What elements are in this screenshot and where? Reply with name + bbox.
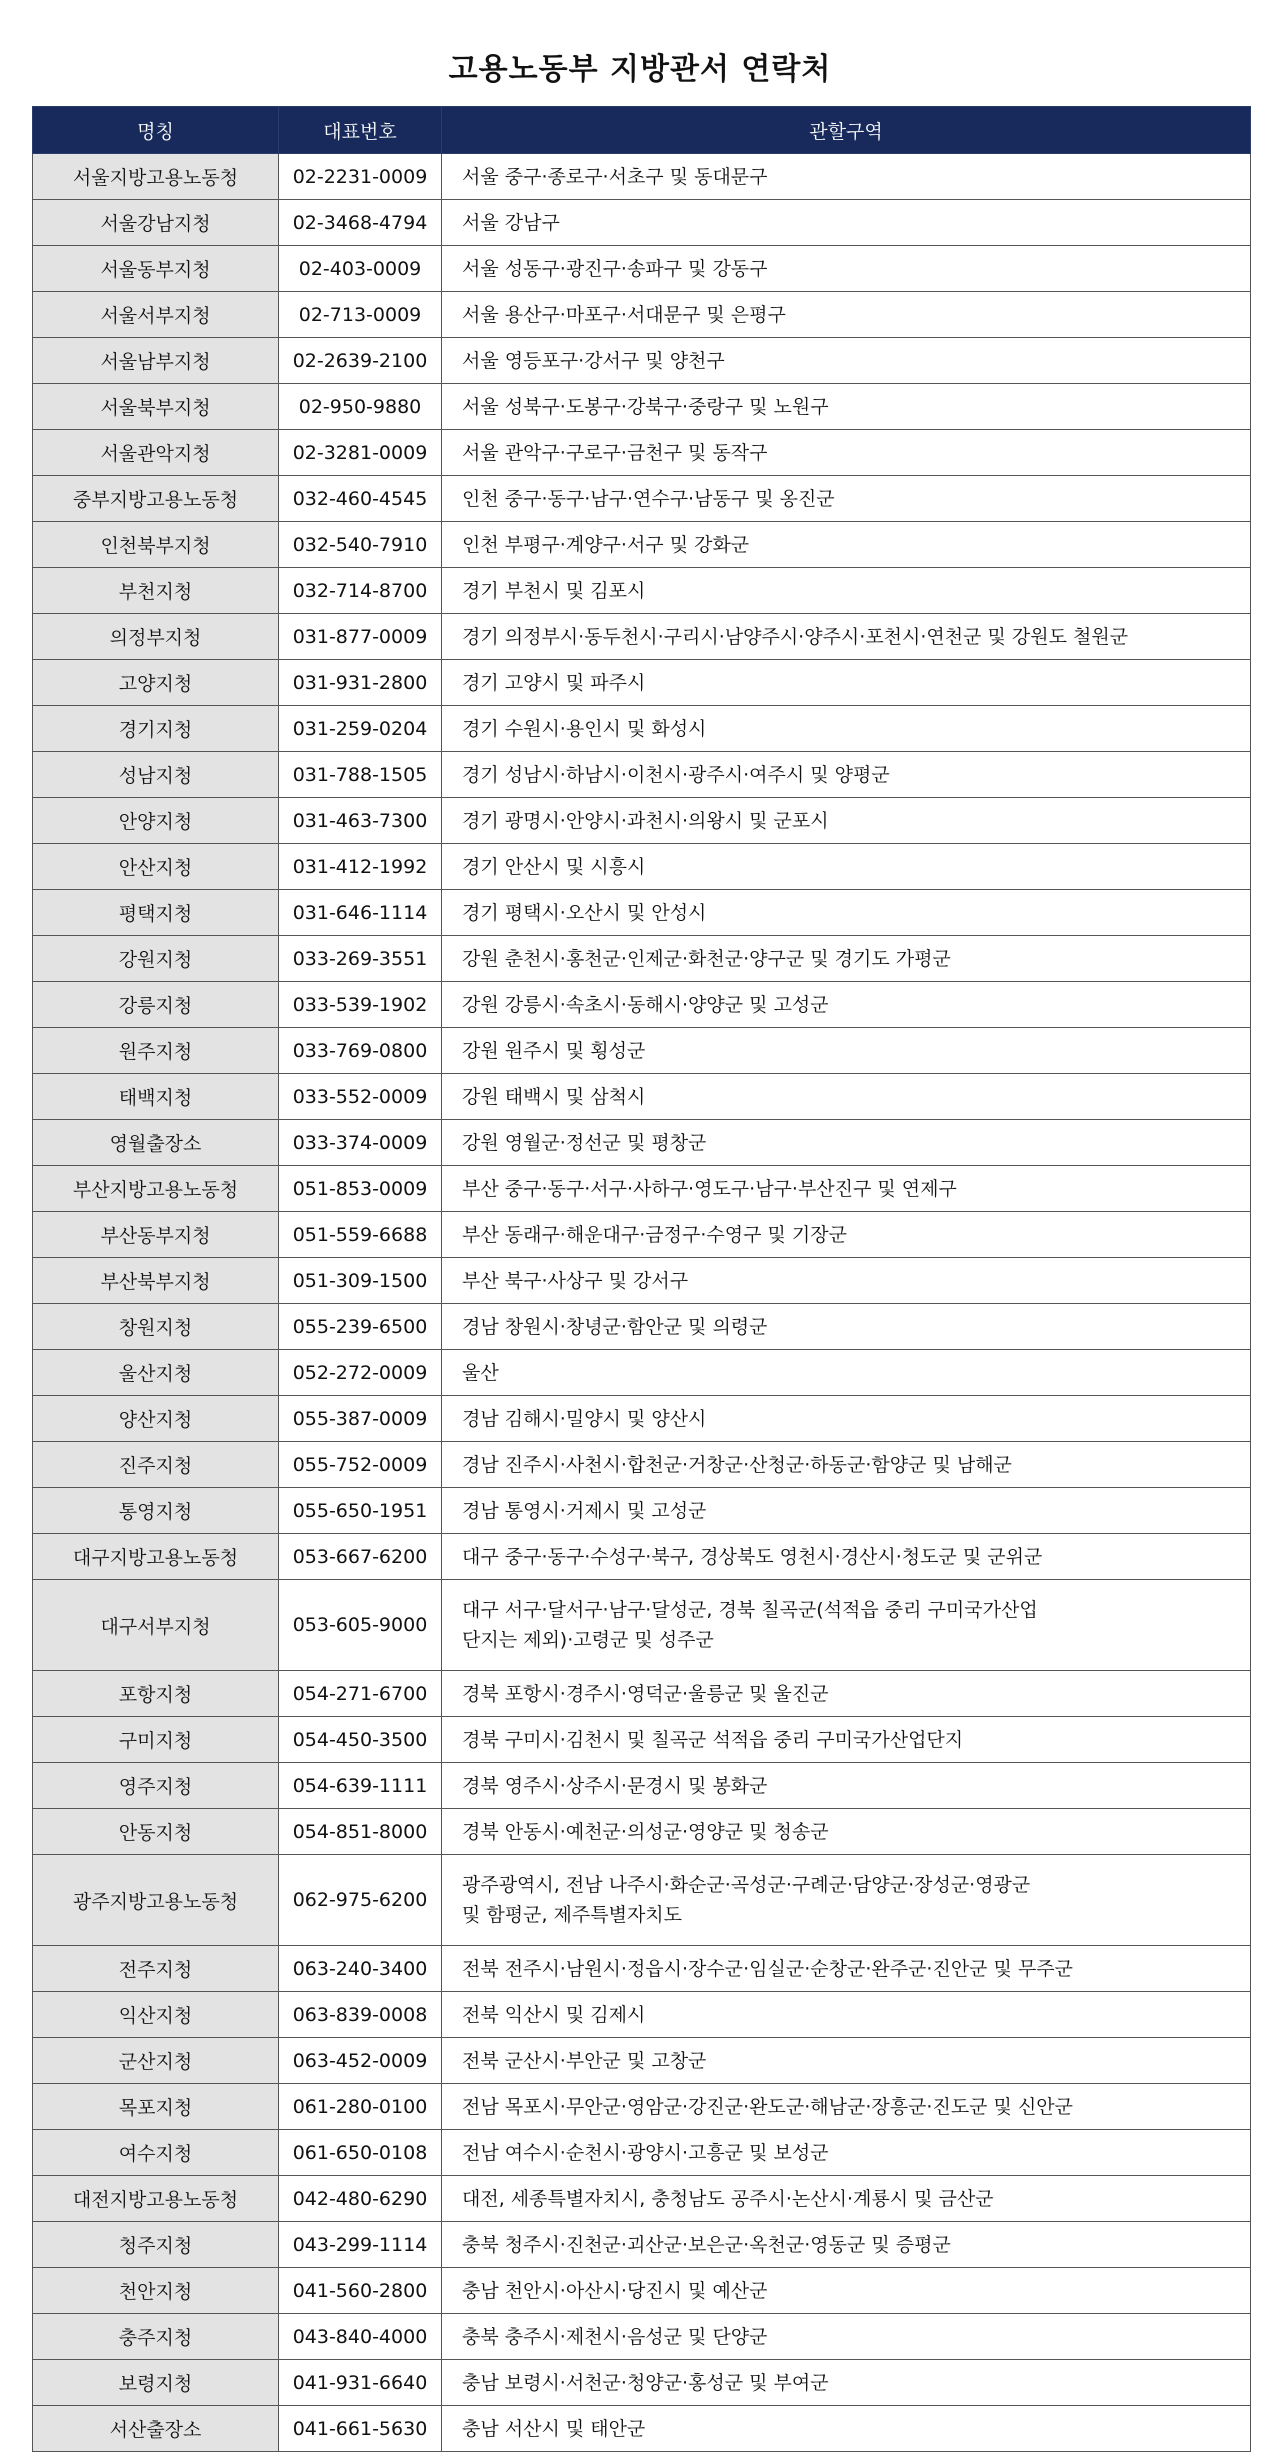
jurisdiction-line: 및 함평군, 제주특별자치도 [462,1904,683,1926]
table-row [33,338,1251,384]
table-row [33,384,1251,430]
office-phone: 061-280-0100 [279,2084,442,2130]
table-row [33,1717,1251,1763]
office-phone: 033-539-1902 [279,982,442,1028]
office-name: 광주지방고용노동청 [33,1855,279,1946]
jurisdiction-area: 충남 보령시·서천군·청양군·홍성군 및 부여군 [442,2360,1251,2406]
office-name: 영주지청 [33,1763,279,1809]
jurisdiction-area: 경북 영주시·상주시·문경시 및 봉화군 [442,1763,1251,1809]
table-row [33,1166,1251,1212]
jurisdiction-area: 서울 중구·종로구·서초구 및 동대문구 [442,154,1251,200]
jurisdiction-area: 경기 광명시·안양시·과천시·의왕시 및 군포시 [442,798,1251,844]
office-phone: 055-387-0009 [279,1396,442,1442]
office-name: 대구서부지청 [33,1580,279,1671]
office-phone: 063-452-0009 [279,2038,442,2084]
table-row [33,706,1251,752]
jurisdiction-area: 서울 영등포구·강서구 및 양천구 [442,338,1251,384]
office-phone: 031-463-7300 [279,798,442,844]
header-row [33,107,1251,154]
table-row [33,660,1251,706]
table-row [33,1074,1251,1120]
office-phone: 031-931-2800 [279,660,442,706]
office-name: 서산출장소 [33,2406,279,2452]
office-phone: 055-650-1951 [279,1488,442,1534]
table-row [33,1304,1251,1350]
table-row [33,982,1251,1028]
jurisdiction-area: 충북 충주시·제천시·음성군 및 단양군 [442,2314,1251,2360]
office-name: 서울지방고용노동청 [33,154,279,200]
office-phone: 031-412-1992 [279,844,442,890]
table-row [33,2360,1251,2406]
office-name: 부산동부지청 [33,1212,279,1258]
jurisdiction-area: 서울 성동구·광진구·송파구 및 강동구 [442,246,1251,292]
jurisdiction-area: 부산 북구·사상구 및 강서구 [442,1258,1251,1304]
jurisdiction-line: 대구 서구·달서구·남구·달성군, 경북 칠곡군(석적읍 중리 구미국가산업 [462,1599,1038,1621]
table-row [33,2038,1251,2084]
table-row [33,2314,1251,2360]
office-name: 부천지청 [33,568,279,614]
table-row [33,1671,1251,1717]
office-phone: 033-552-0009 [279,1074,442,1120]
header-name: 명칭 [33,107,279,154]
office-phone: 033-269-3551 [279,936,442,982]
office-phone: 054-639-1111 [279,1763,442,1809]
table-row [33,1763,1251,1809]
office-name: 안동지청 [33,1809,279,1855]
jurisdiction-area: 경기 안산시 및 시흥시 [442,844,1251,890]
table-row [33,430,1251,476]
table-row [33,522,1251,568]
office-name: 고양지청 [33,660,279,706]
office-phone: 02-950-9880 [279,384,442,430]
office-name: 서울북부지청 [33,384,279,430]
office-phone: 041-661-5630 [279,2406,442,2452]
jurisdiction-area: 경남 통영시·거제시 및 고성군 [442,1488,1251,1534]
jurisdiction-area: 대구 중구·동구·수성구·북구, 경상북도 영천시·경산시·청도군 및 군위군 [442,1534,1251,1580]
jurisdiction-area: 충북 청주시·진천군·괴산군·보은군·옥천군·영동군 및 증평군 [442,2222,1251,2268]
office-phone: 054-271-6700 [279,1671,442,1717]
office-name: 울산지청 [33,1350,279,1396]
office-name: 구미지청 [33,1717,279,1763]
jurisdiction-area: 경기 부천시 및 김포시 [442,568,1251,614]
jurisdiction-area: 서울 강남구 [442,200,1251,246]
office-name: 강릉지청 [33,982,279,1028]
table-row [33,936,1251,982]
table-row [33,1488,1251,1534]
table-row [33,476,1251,522]
jurisdiction-line: 단지는 제외)·고령군 및 성주군 [462,1629,714,1651]
jurisdiction-area: 강원 태백시 및 삼척시 [442,1074,1251,1120]
office-phone: 043-299-1114 [279,2222,442,2268]
jurisdiction-area: 경남 진주시·사천시·합천군·거창군·산청군·하동군·함양군 및 남해군 [442,1442,1251,1488]
jurisdiction-area: 전남 여수시·순천시·광양시·고흥군 및 보성군 [442,2130,1251,2176]
table-row [33,1534,1251,1580]
office-name: 부산북부지청 [33,1258,279,1304]
table-row [33,1580,1251,1671]
office-phone: 02-403-0009 [279,246,442,292]
office-name: 여수지청 [33,2130,279,2176]
office-phone: 063-240-3400 [279,1946,442,1992]
jurisdiction-area: 울산 [442,1350,1251,1396]
office-phone: 031-646-1114 [279,890,442,936]
office-name: 중부지방고용노동청 [33,476,279,522]
jurisdiction-area: 부산 중구·동구·서구·사하구·영도구·남구·부산진구 및 연제구 [442,1166,1251,1212]
table-row [33,292,1251,338]
office-name: 성남지청 [33,752,279,798]
office-name: 서울관악지청 [33,430,279,476]
office-name: 의정부지청 [33,614,279,660]
jurisdiction-area: 대전, 세종특별자치시, 충청남도 공주시·논산시·계룡시 및 금산군 [442,2176,1251,2222]
office-name: 경기지청 [33,706,279,752]
table-row [33,1028,1251,1074]
table-row [33,1809,1251,1855]
table-row [33,2222,1251,2268]
office-name: 태백지청 [33,1074,279,1120]
office-phone: 052-272-0009 [279,1350,442,1396]
jurisdiction-area: 경기 성남시·하남시·이천시·광주시·여주시 및 양평군 [442,752,1251,798]
jurisdiction-area: 경북 포항시·경주시·영덕군·울릉군 및 울진군 [442,1671,1251,1717]
jurisdiction-area: 경북 안동시·예천군·의성군·영양군 및 청송군 [442,1809,1251,1855]
office-phone: 041-931-6640 [279,2360,442,2406]
office-name: 안양지청 [33,798,279,844]
office-name: 양산지청 [33,1396,279,1442]
jurisdiction-area: 서울 용산구·마포구·서대문구 및 은평구 [442,292,1251,338]
office-name: 대전지방고용노동청 [33,2176,279,2222]
table-row [33,2176,1251,2222]
table-row [33,1855,1251,1946]
office-phone: 02-2639-2100 [279,338,442,384]
jurisdiction-area: 경기 고양시 및 파주시 [442,660,1251,706]
office-name: 부산지방고용노동청 [33,1166,279,1212]
office-name: 천안지청 [33,2268,279,2314]
jurisdiction-area: 전남 목포시·무안군·영암군·강진군·완도군·해남군·장흥군·진도군 및 신안군 [442,2084,1251,2130]
header-phone: 대표번호 [279,107,442,154]
jurisdiction-area: 전북 익산시 및 김제시 [442,1992,1251,2038]
table-row [33,2406,1251,2452]
jurisdiction-area: 전북 군산시·부안군 및 고창군 [442,2038,1251,2084]
office-phone: 033-374-0009 [279,1120,442,1166]
office-name: 통영지청 [33,1488,279,1534]
office-name: 창원지청 [33,1304,279,1350]
jurisdiction-area: 강원 원주시 및 횡성군 [442,1028,1251,1074]
header-area: 관할구역 [442,107,1251,154]
jurisdiction-area: 경남 창원시·창녕군·함안군 및 의령군 [442,1304,1251,1350]
jurisdiction-area: 경북 구미시·김천시 및 칠곡군 석적읍 중리 구미국가산업단지 [442,1717,1251,1763]
office-name: 포항지청 [33,1671,279,1717]
office-phone: 062-975-6200 [279,1855,442,1946]
office-name: 익산지청 [33,1992,279,2038]
office-phone: 053-605-9000 [279,1580,442,1671]
office-name: 원주지청 [33,1028,279,1074]
office-phone: 051-309-1500 [279,1258,442,1304]
table-row [33,1350,1251,1396]
office-phone: 041-560-2800 [279,2268,442,2314]
office-name: 강원지청 [33,936,279,982]
jurisdiction-area: 강원 춘천시·홍천군·인제군·화천군·양구군 및 경기도 가평군 [442,936,1251,982]
table-row [33,1212,1251,1258]
jurisdiction-area [442,1855,1251,1946]
table-row [33,1120,1251,1166]
jurisdiction-area: 강원 강릉시·속초시·동해시·양양군 및 고성군 [442,982,1251,1028]
office-phone: 042-480-6290 [279,2176,442,2222]
office-phone: 055-239-6500 [279,1304,442,1350]
office-name: 영월출장소 [33,1120,279,1166]
jurisdiction-area: 서울 관악구·구로구·금천구 및 동작구 [442,430,1251,476]
table-row [33,1992,1251,2038]
office-phone: 061-650-0108 [279,2130,442,2176]
office-phone: 053-667-6200 [279,1534,442,1580]
table-row [33,2084,1251,2130]
office-name: 서울강남지청 [33,200,279,246]
office-phone: 032-540-7910 [279,522,442,568]
jurisdiction-area: 서울 성북구·도봉구·강북구·중랑구 및 노원구 [442,384,1251,430]
jurisdiction-line: 광주광역시, 전남 나주시·화순군·곡성군·구례군·담양군·장성군·영광군 [462,1874,1031,1896]
jurisdiction-area: 전북 전주시·남원시·정읍시·장수군·임실군·순창군·완주군·진안군 및 무주군 [442,1946,1251,1992]
office-name: 인천북부지청 [33,522,279,568]
office-name: 목포지청 [33,2084,279,2130]
office-phone: 02-713-0009 [279,292,442,338]
jurisdiction-area: 경기 의정부시·동두천시·구리시·남양주시·양주시·포천시·연천군 및 강원도 철원군 [442,614,1251,660]
jurisdiction-area: 부산 동래구·해운대구·금정구·수영구 및 기장군 [442,1212,1251,1258]
jurisdiction-area: 충남 서산시 및 태안군 [442,2406,1251,2452]
table-row [33,154,1251,200]
office-name: 대구지방고용노동청 [33,1534,279,1580]
office-phone: 031-259-0204 [279,706,442,752]
office-phone: 063-839-0008 [279,1992,442,2038]
table-row [33,1442,1251,1488]
table-row [33,752,1251,798]
table-row [33,1946,1251,1992]
table-row [33,798,1251,844]
table-row [33,246,1251,292]
page-title: 고용노동부 지방관서 연락처 [448,52,832,87]
office-phone: 054-450-3500 [279,1717,442,1763]
office-name: 보령지청 [33,2360,279,2406]
office-phone: 031-788-1505 [279,752,442,798]
jurisdiction-area: 경기 평택시·오산시 및 안성시 [442,890,1251,936]
office-name: 진주지청 [33,1442,279,1488]
jurisdiction-area [442,1580,1251,1671]
office-phone: 02-3468-4794 [279,200,442,246]
table-row [33,890,1251,936]
jurisdiction-area: 인천 부평구·계양구·서구 및 강화군 [442,522,1251,568]
office-name: 군산지청 [33,2038,279,2084]
office-name: 평택지청 [33,890,279,936]
office-phone: 02-2231-0009 [279,154,442,200]
office-phone: 043-840-4000 [279,2314,442,2360]
office-phone: 032-714-8700 [279,568,442,614]
table-row [33,1396,1251,1442]
office-name: 서울남부지청 [33,338,279,384]
office-name: 서울서부지청 [33,292,279,338]
jurisdiction-area: 충남 천안시·아산시·당진시 및 예산군 [442,2268,1251,2314]
table-row [33,2130,1251,2176]
table-row [33,2268,1251,2314]
office-phone: 055-752-0009 [279,1442,442,1488]
jurisdiction-area: 경기 수원시·용인시 및 화성시 [442,706,1251,752]
office-phone: 051-853-0009 [279,1166,442,1212]
table-row [33,200,1251,246]
office-phone: 054-851-8000 [279,1809,442,1855]
office-phone: 033-769-0800 [279,1028,442,1074]
jurisdiction-area: 인천 중구·동구·남구·연수구·남동구 및 옹진군 [442,476,1251,522]
office-name: 안산지청 [33,844,279,890]
table-row [33,844,1251,890]
contact-table [32,106,1251,2452]
office-name: 전주지청 [33,1946,279,1992]
jurisdiction-area: 경남 김해시·밀양시 및 양산시 [442,1396,1251,1442]
office-phone: 031-877-0009 [279,614,442,660]
jurisdiction-area: 강원 영월군·정선군 및 평창군 [442,1120,1251,1166]
table-row [33,568,1251,614]
table-row [33,1258,1251,1304]
office-name: 청주지청 [33,2222,279,2268]
office-phone: 02-3281-0009 [279,430,442,476]
table-row [33,614,1251,660]
office-name: 충주지청 [33,2314,279,2360]
office-phone: 032-460-4545 [279,476,442,522]
office-name: 서울동부지청 [33,246,279,292]
office-phone: 051-559-6688 [279,1212,442,1258]
